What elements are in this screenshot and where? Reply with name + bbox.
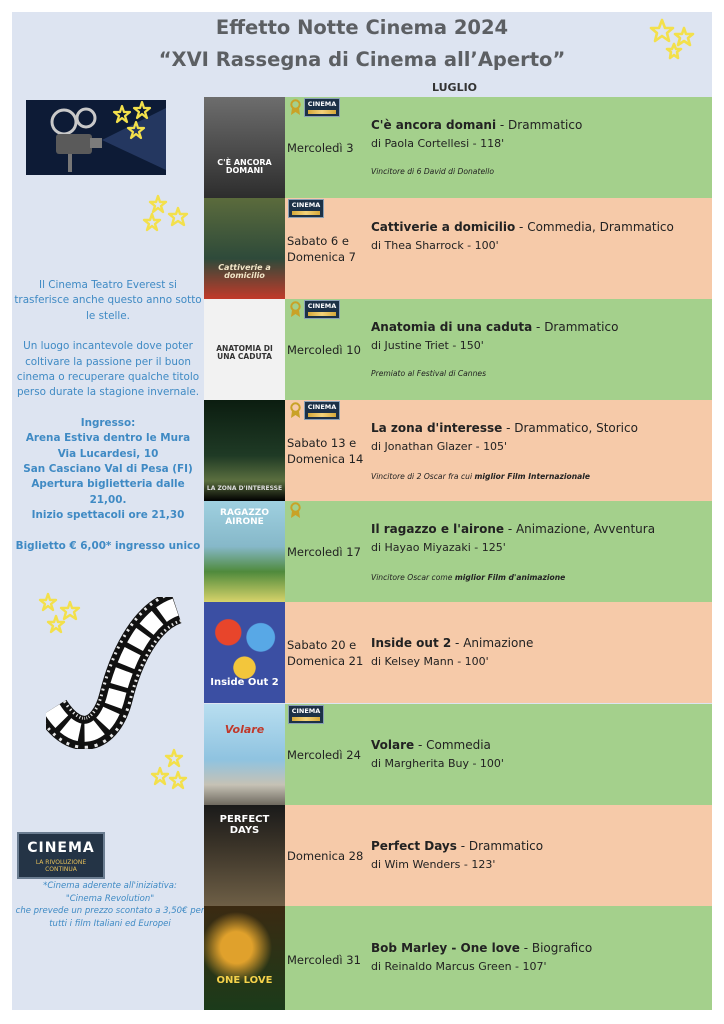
info-description: Un luogo incantevole dove poter coltivare la passione per il buon cinema o recuperare qualche titolo perso durate la stagione invernale. [16, 340, 200, 399]
cinema-revolution-logo [17, 832, 105, 879]
film-director: di Paola Cortellesi - 118' [371, 137, 505, 150]
film-title-line [371, 320, 618, 334]
info-start: Inizio spettacoli ore 21,30 [31, 509, 185, 522]
page-subtitle: “XVI Rassegna di Cinema all’Aperto” [158, 48, 566, 71]
poster-title: C'È ANCORA DOMANI [217, 158, 272, 176]
award-badges [288, 199, 324, 218]
poster-title: PERFECT DAYS [219, 814, 270, 836]
award-badges [288, 705, 324, 724]
film-genre: - Drammatico [456, 839, 544, 853]
film-title-line [371, 522, 655, 536]
film-row [204, 704, 712, 805]
film-poster [204, 299, 285, 400]
film-genre: - Animazione, Avventura [504, 522, 656, 536]
film-title-line [371, 118, 582, 132]
poster-title: LA ZONA D'INTERESSE [206, 485, 283, 492]
film-poster [204, 97, 285, 198]
film-award: Premiato al Festival di Cannes [371, 369, 487, 378]
film-row [204, 805, 712, 906]
award-badges [290, 502, 301, 519]
stars-icon [142, 194, 194, 234]
film-poster [204, 400, 285, 501]
film-award: Vincitore di 6 David di Donatello [371, 167, 494, 176]
film-director: di Margherita Buy - 100' [371, 757, 504, 770]
page-title: Effetto Notte Cinema 2024 [215, 16, 509, 39]
film-award: Vincitore Oscar come miglior Film d'animazione [371, 573, 566, 582]
film-genre: - Biografico [519, 941, 593, 955]
poster-title: ONE LOVE [216, 975, 273, 986]
poster-title: ANATOMIA DI UNA CADUTA [216, 344, 273, 361]
film-director: di Jonathan Glazer - 105' [371, 440, 508, 453]
film-genre: - Drammatico, Storico [502, 421, 638, 435]
award-medal-icon [290, 99, 301, 116]
film-director: di Hayao Miyazaki - 125' [371, 541, 506, 554]
film-date: Mercoledì 24 [287, 748, 361, 762]
film-title-line [371, 421, 638, 435]
film-title: La zona d'interesse [371, 421, 503, 435]
award-medal-icon [290, 502, 301, 519]
revolution-note [12, 880, 208, 930]
award-badges [290, 98, 340, 117]
film-title: Il ragazzo e l'airone [371, 522, 505, 536]
cinema-revolution-badge: CINEMA [304, 401, 340, 420]
cinema-revolution-badge: CINEMA [288, 199, 324, 218]
film-genre: - Commedia, Drammatico [515, 220, 674, 234]
film-row [204, 400, 712, 501]
film-title: Cattiverie a domicilio [371, 220, 516, 234]
film-date: Sabato 20 e Domenica 21 [287, 638, 364, 668]
film-director: di Reinaldo Marcus Green - 107' [371, 960, 547, 973]
info-box-office: Apertura biglietteria dalle 21,00. [31, 478, 185, 506]
film-genre: - Commedia [414, 738, 491, 752]
info-ticket: Biglietto € 6,00* ingresso unico [15, 539, 201, 552]
award-medal-icon [290, 301, 301, 318]
poster-title: Volare [224, 723, 265, 736]
film-title-line [371, 636, 533, 650]
film-title: Perfect Days [371, 839, 457, 853]
film-director: di Wim Wenders - 123' [371, 858, 496, 871]
film-title: Bob Marley - One love [371, 941, 520, 955]
cinema-revolution-badge: CINEMA [288, 705, 324, 724]
info-entry-label: Ingresso: [80, 416, 136, 429]
film-title-line [371, 220, 674, 234]
award-badges [290, 300, 340, 319]
film-date: Mercoledì 3 [287, 141, 354, 155]
projector-icon [26, 100, 166, 175]
film-row [204, 602, 712, 703]
logo-subtext: LA RIVOLUZIONE CONTINUA [35, 859, 87, 873]
film-genre: - Drammatico [532, 320, 619, 334]
film-date: Mercoledì 17 [287, 545, 361, 559]
film-director: di Kelsey Mann - 100' [371, 655, 489, 668]
film-title: Volare [371, 738, 415, 752]
poster-title: Cattiverie a domicilio [218, 263, 271, 281]
film-date: Mercoledì 10 [287, 343, 361, 357]
film-poster [204, 602, 285, 703]
info-intro: Il Cinema Teatro Everest si trasferisce anche questo anno sotto le stelle. [14, 279, 202, 322]
info-city: San Casciano Val di Pesa (FI) [23, 463, 193, 476]
film-award: Vincitore di 2 Oscar fra cui miglior Film Internazionale [371, 472, 591, 481]
film-row [204, 198, 712, 299]
film-row [204, 97, 712, 198]
info-venue: Arena Estiva dentro le Mura [25, 432, 191, 445]
award-medal-icon [290, 402, 301, 419]
film-poster [204, 501, 285, 602]
film-row [204, 299, 712, 400]
film-row [204, 906, 712, 1010]
info-panel [14, 278, 202, 554]
cinema-revolution-badge: CINEMA [304, 300, 340, 319]
film-title: C'è ancora domani [371, 118, 497, 132]
film-strip-icon [46, 597, 182, 749]
stars-icon [648, 18, 698, 62]
film-title: Inside out 2 [371, 636, 452, 650]
revolution-note-line1: *Cinema aderente all'iniziativa: [43, 881, 177, 891]
film-date: Sabato 6 e Domenica 7 [287, 234, 356, 264]
month-label: LUGLIO [432, 81, 478, 94]
cinema-revolution-badge: CINEMA [304, 98, 340, 117]
film-date: Domenica 28 [287, 849, 364, 863]
poster-title: Inside Out 2 [210, 677, 279, 688]
film-director: di Thea Sharrock - 100' [371, 239, 499, 252]
award-badges [290, 401, 340, 420]
film-poster [204, 805, 285, 906]
film-title-line [371, 839, 543, 853]
film-title: Anatomia di una caduta [371, 320, 533, 334]
film-date: Sabato 13 e Domenica 14 [287, 436, 364, 466]
film-poster [204, 704, 285, 805]
poster-page [12, 12, 712, 1010]
film-genre: - Animazione [451, 636, 534, 650]
stars-icon [148, 748, 192, 794]
logo-text: CINEMA [27, 840, 95, 856]
film-director: di Justine Triet - 150' [371, 339, 484, 352]
film-poster [204, 198, 285, 299]
film-title-line [371, 738, 491, 752]
film-genre: - Drammatico [496, 118, 583, 132]
revolution-note-line3: che prevede un prezzo scontato a 3,50€ per tutti i film Italiani ed Europei [15, 906, 205, 929]
film-row [204, 501, 712, 602]
revolution-note-line2: "Cinema Revolution" [65, 893, 155, 904]
poster-title: RAGAZZO AIRONE [220, 508, 269, 528]
film-poster [204, 906, 285, 1010]
info-street: Via Lucardesi, 10 [57, 447, 159, 460]
film-date: Mercoledì 31 [287, 953, 361, 967]
film-title-line [371, 941, 592, 955]
